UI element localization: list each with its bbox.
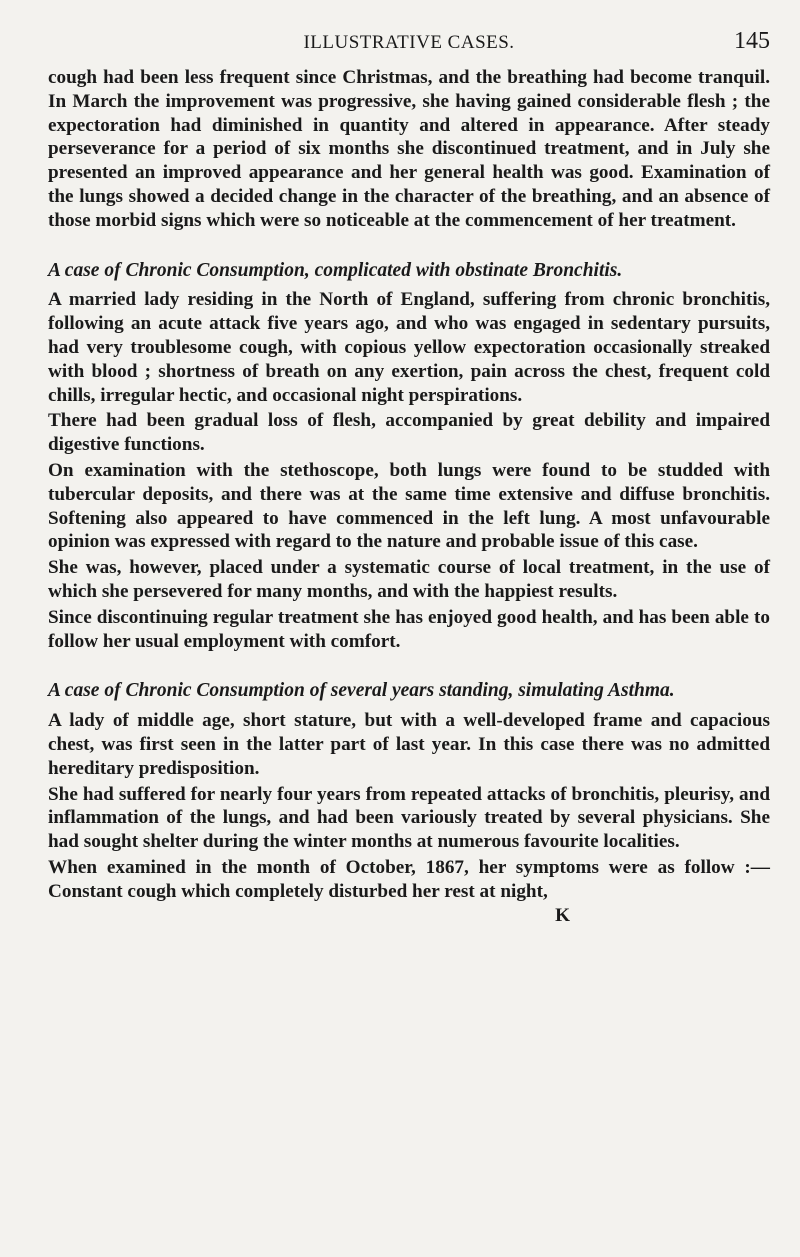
paragraph-examination: On examination with the stethoscope, both lungs were found to be studded with tubercular deposits, and there was at the same time extensive and diffuse bronchitis. Softening also appeared to have commenced in the left lung. A most unfavourable opinion was expressed with regard to the nature and probable issue of this case.	[48, 459, 770, 553]
paragraph-lady-description: A lady of middle age, short stature, but with a well-developed frame and capacious chest, was first seen in the latter part of last year. In this case there was no admitted hereditary predisposition.	[48, 710, 770, 779]
paragraph-flesh-loss: There had been gradual loss of flesh, accompanied by great debility and impaired digestive functions.	[48, 410, 770, 456]
paragraph-case-intro: A married lady residing in the North of England, suffering from chronic bronchitis, following an acute attack five years ago, and who was engaged in sedentary pursuits, had very troublesome cough, with copious yellow expectoration occasionally streaked with blood ; shortness of breath on any exertion, pain across the chest, frequent cold chills, irregular hectic, and occasional night perspirations.	[48, 289, 770, 406]
paragraph-treatment: She was, however, placed under a systematic course of local treatment, in the use of which she persevered for many months, and with the happiest results.	[48, 557, 770, 602]
running-head	[48, 26, 770, 60]
case-heading-asthma: A case of Chronic Consumption of several years standing, simulating Asthma.	[48, 680, 675, 702]
paragraph-symptoms: When examined in the month of October, 1867, her symptoms were as follow :—Constant cough which completely disturbed her rest at night,	[48, 856, 770, 902]
case-heading-bronchitis: A case of Chronic Consumption, complicated with obstinate Bronchitis.	[48, 259, 623, 281]
running-title: ILLUSTRATIVE CASES.	[303, 32, 515, 53]
page-number: 145	[734, 28, 770, 54]
signature-mark: K	[555, 904, 570, 926]
page-body	[48, 66, 770, 927]
paragraph-continuation: cough had been less frequent since Christmas, and the breathing had become tranquil. In March the improvement was progressive, she having gained considerable flesh ; the expectoration had diminished in quantity and altered in appearance. After steady perseverance for a period of six months she discontinued treatment, and in July she presented an improved appearance and her general health was good. Examination of the lungs showed a decided change in the character of the breathing, and an absence of those morbid signs which were so noticeable at the commencement of her treatment.	[48, 67, 770, 231]
paragraph-outcome: Since discontinuing regular treatment she has enjoyed good health, and has been able to follow her usual employment with comfort.	[48, 606, 770, 652]
paragraph-history: She had suffered for nearly four years from repeated attacks of bronchitis, pleurisy, and inflammation of the lungs, and had been variously treated by several physicians. She had sought shelter during the winter months at numerous favourite localities.	[48, 783, 770, 853]
